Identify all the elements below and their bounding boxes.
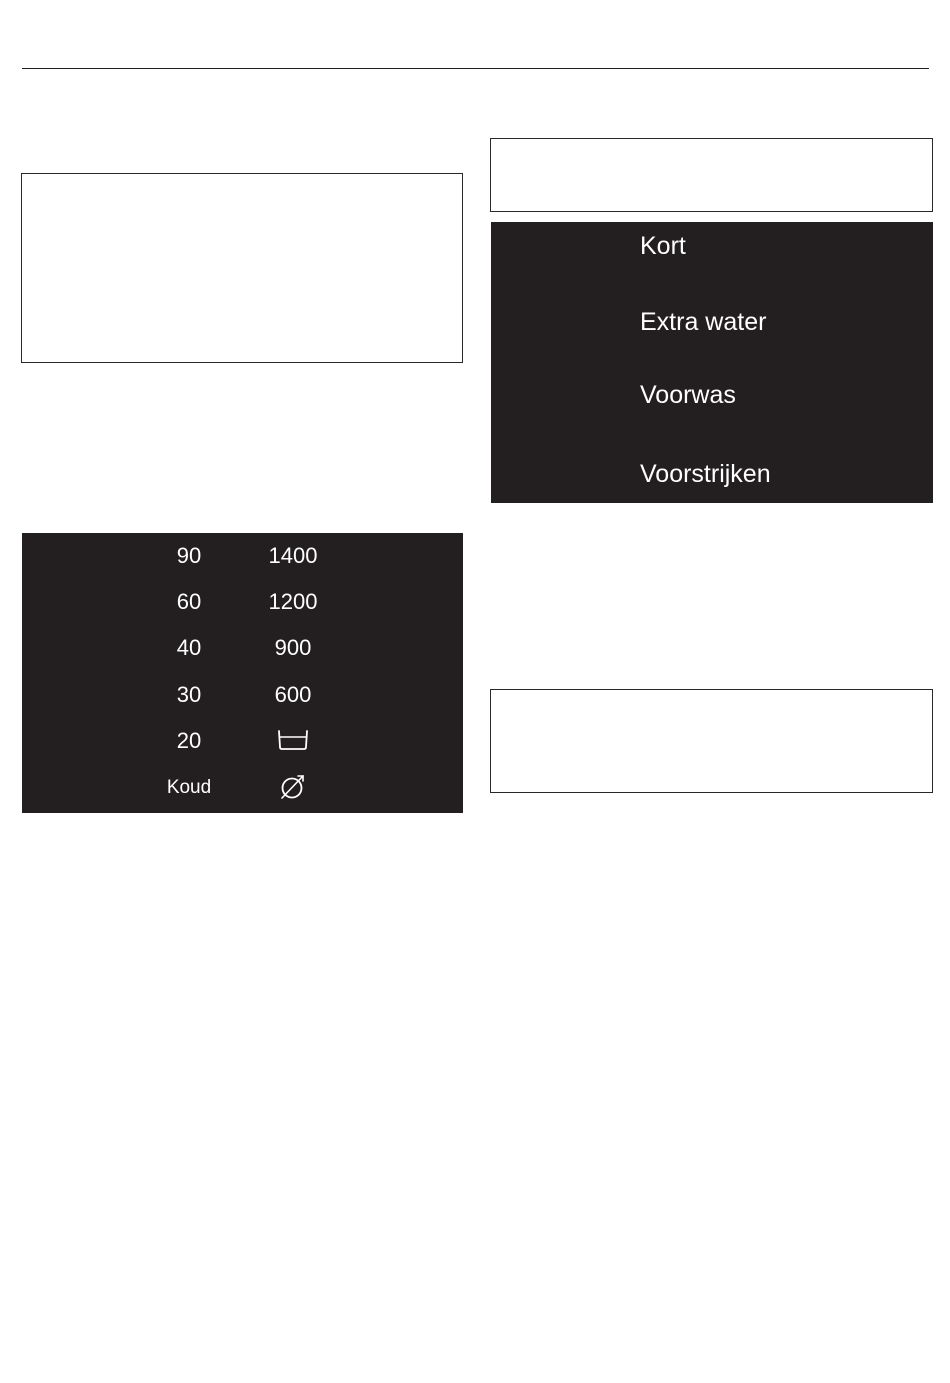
temperature-spin-selector — [22, 533, 463, 813]
options-panel — [491, 222, 933, 503]
spin-1400[interactable]: 1400 — [268, 543, 318, 568]
option-voorwas[interactable]: Voorwas — [640, 381, 736, 409]
temperature-20[interactable]: 20 — [176, 728, 202, 753]
temperature-60[interactable]: 60 — [176, 589, 202, 614]
empty-frame-right-bottom — [490, 689, 933, 793]
spin-600[interactable]: 600 — [274, 682, 312, 707]
option-kort[interactable]: Kort — [640, 232, 686, 260]
header-rule — [22, 68, 929, 69]
temperature-30[interactable]: 30 — [176, 682, 202, 707]
temperature-koud[interactable]: Koud — [166, 777, 212, 798]
rinse-hold-icon[interactable] — [276, 726, 310, 756]
option-extra-water[interactable]: Extra water — [640, 308, 767, 336]
temperature-90[interactable]: 90 — [176, 543, 202, 568]
option-voorstrijken[interactable]: Voorstrijken — [640, 460, 771, 488]
empty-frame-right-top — [490, 138, 933, 212]
spin-900[interactable]: 900 — [274, 635, 312, 660]
spin-1200[interactable]: 1200 — [268, 589, 318, 614]
no-spin-icon[interactable] — [276, 772, 310, 802]
temperature-40[interactable]: 40 — [176, 635, 202, 660]
empty-frame-left — [21, 173, 463, 363]
